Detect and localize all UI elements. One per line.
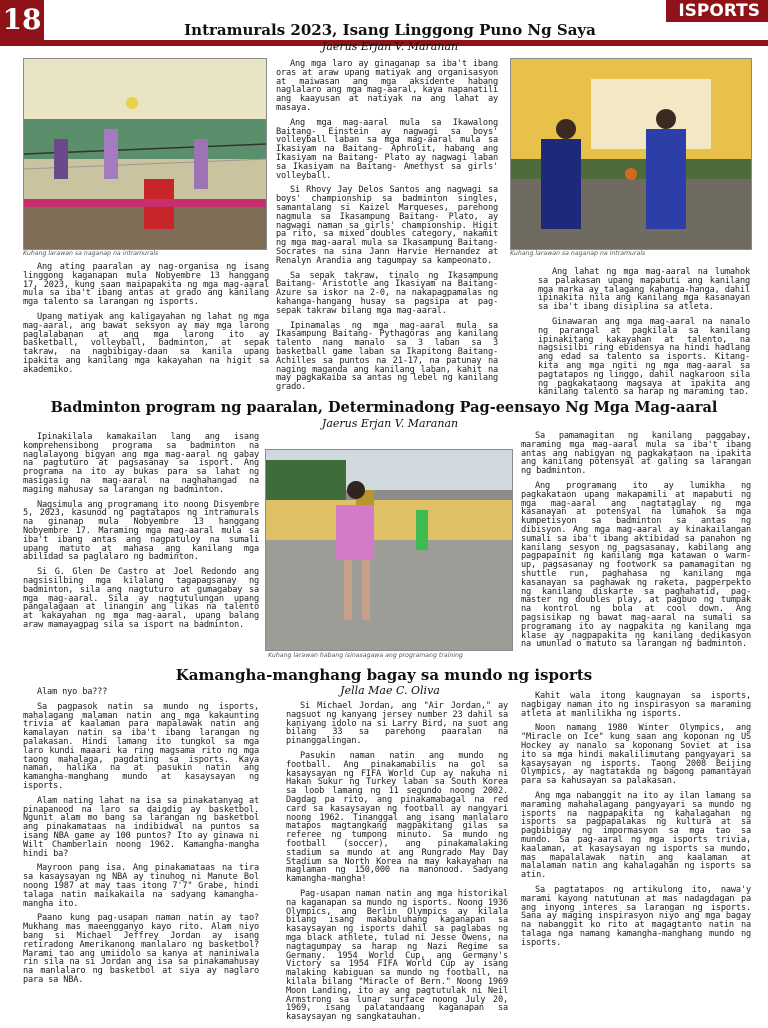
article1-photo-right-caption: Kuhang larawan sa naganap na intramurals xyxy=(510,250,646,257)
article3-column3 xyxy=(521,692,751,954)
paragraph: Ipinakilala kamakailan lang ang isang komprehensibong programa sa badminton na naglalayong bigyan ang mga mag-aaral ng gabay na pagtuturo at pagsasanay sa isport. Ang programa na ito ay bukas para sa lahat ng masigasig na mag-aaral na naghahangad na maging mahusay sa larangan ng badminton. xyxy=(23,432,259,495)
paragraph: Ang mga mag-aaral mula sa Ikawalong Baitang- Einstein ay nagwagi sa boys' volleyball laban sa mga mag-aaral mula sa Ikasiyam na Baitang- Aphrolit, habang ang Ikasiyam na Baitang- Plato ay nagwagi laban sa Ikasiyam na Baitang- Amethyst sa girls' volleyball. xyxy=(276,117,498,181)
paragraph: Si Michael Jordan, ang "Air Jordan," ay nagsuot ng kanyang jersey number 23 dahil sa kaniyang idolo na si Larry Bird, na suot ang bilang 33 sa parehong paaralan na pinanggalingan. xyxy=(286,701,508,747)
paragraph: Alam nyo ba??? xyxy=(37,687,108,697)
article1-photo-left-caption: Kuhang larawan sa naganap na intramurals xyxy=(23,250,159,257)
basketball-photo xyxy=(510,58,752,250)
article3-title: Kamangha-manghang bagay sa mundo ng isports xyxy=(175,666,593,684)
badminton-photo xyxy=(265,449,513,651)
paragraph: Alam nating lahat na isa sa pinakatanyag at pinapanood na laro sa daigdig ay basketbol. Ngunit alam mo bang sa larangan ng basketbol ang pinakamataas na indibidwal na puntos sa isang NBA game ay 100 puntos? Ito ay ginawa ni Wilt Chamberlain noong 1962. Kamangha-mangha hindi ba? xyxy=(23,795,259,859)
paragraph: Ang mga laro ay ginaganap sa iba't ibang oras at araw upang matiyak ang organisasyon at maiwasan ang mga aksidente habang naglalaro ang mga mag-aaral, kaya napanatili ang kaayusan at natiyak na ang lahat ay masaya. xyxy=(276,59,498,113)
article1-column2 xyxy=(276,60,498,398)
article2-byline: Jaerus Erjan V. Maranan xyxy=(321,417,459,430)
paragraph: Ang programang ito ay lumikha ng pagkakataon upang makapamili at mapabuti ng mga mag-aaral ang nagtataglay ng mga kasanayan at potensyal na lumahok sa mga kumpetisyon sa badminton sa antas ng dibisyon. Ang mga mag-aaral ay kinakailangan sumali sa iba't ibang aktibidad sa panahon ng kanilang sesyon ng pagsasanay, kabilang ang pagpapainit ng kanilang mga katawan o warm-up, pagsasanay ng footwork sa pamamagitan ng shuttle run, paghahasa ng kanilang mga kasanayan sa paghawak ng raketa, pagperpekto ng kanilang diskarte sa paghahatid, pag-master ng doubles play, at pagbuo ng tumpak na kontrol ng bola at cool down. Ang pagsisikap ng bawat mag-aaral na sumali sa programang ito ay nagpakita ng kanilang mga klase ay nagpapakita ng kanilang dedikasyon na umunlad o matuto sa larangan ng badminton. xyxy=(521,480,751,650)
article1-title: Intramurals 2023, Isang Linggong Puno Ng Saya xyxy=(184,21,596,39)
paragraph: Si G. Glen De Castro at Joel Redondo ang nagsisilbing mga kilalang tagapagsanay ng badminton, sila ang nagtuturo at gumagabay sa mga mag-aaral. Sila ay nagtutulungan upang pangalagaan at linangin ang likas na talento at kakayahan ng mga mag-aaral, upang balang araw mamayagpag sila sa isport na badminton. xyxy=(23,567,259,630)
paragraph: Ginawaran ang mga mag-aaral na nanalo ng parangal at pagkilala sa kanilang ipinakitang kakayahan at talento, na nagsisilbi ring ebidensya na hindi hadlang ang edad sa talento sa isports. Kitang-kita ang mga ngiti ng mga mag-aaral sa pagtatapos ng linggo, dahil nagkaroon sila ng pagkakataong magsaya at ipakita ang kanilang talento sa harap ng maraming tao. xyxy=(538,316,750,398)
paragraph: Upang matiyak ang kaligayahan ng lahat ng mga mag-aaral, ang bawat seksyon ay may mga larong paglalabanan at ang mga larong ito ay basketball, volleyball, badminton, at sepak takraw, na nagbibigay-daan sa kanila upang ipakita ang kanilang mga kakayahan na higit sa akademiko. xyxy=(23,311,269,375)
paragraph: Nagsimula ang programang ito noong Disyembre 5, 2023, kasunod ng pagtatapos ng intramurals na ginanap mula Nobyembre 13 hanggang Nobyembre 17. Maraming mga mag-aaral mula sa iba't ibang antas ang nagpatuloy na sumali upang matuto at mahasa ang kanilang mga abilidad sa paglalaro ng badminton. xyxy=(23,499,259,563)
article1-byline: Jaerus Erjan V. Maranan xyxy=(321,40,459,53)
paragraph: Sa pagtatapos ng artikulong ito, nawa'y marami kayong natutunan at mas nadagdagan pa ang inyong interes sa larangan ng isports. Sana ay maging inspirasyon niyo ang mga bagay na nabanggit ko rito at magagtanto natin na talaga nga namang kamangha-manghang mundo ng isports. xyxy=(521,884,751,948)
page-number: 18 xyxy=(0,0,44,40)
section-label: ISPORTS xyxy=(666,0,768,22)
paragraph: Sa pagpasok natin sa mundo ng isports, mahalagang malaman natin ang mga kakaunting trivia at kaalaman para mapalawak natin ang kamalayan natin sa iba't ibang larangan ng palakasan. Hindi lamang ito tungkol sa mga laro kundi maaari ka ring magsama rito ng mga taong mahalaga, pagdating sa isports. Kaya naman, halika na at pasukin natin ang kamangha-manghang mundo at kasaysayan ng isports. xyxy=(23,701,259,791)
article1-column1 xyxy=(23,263,269,381)
paragraph: Sa sepak takraw, tinalo ng Ikasampung Baitang- Aristotle ang Ikasiyam na Baitang-Azure sa iskor na 2-0, na nakapagpamalas ng kahanga-hangang husay sa pagsipa at pag-sepak takraw bilang mga mag-aaral. xyxy=(276,270,498,316)
article2-photo-caption: Kuhang larawan habang isinasagawa ang programang training xyxy=(268,652,463,659)
paragraph: Kahit wala itong kaugnayan sa isports, nagbigay naman ito ng inspirasyon sa maraming atleta at manlilikha ng isports. xyxy=(521,691,751,719)
paragraph: Noon namang 1980 Winter Olympics, ang "Miracle on Ice" kung saan ang koponan ng US Hockey ay nanalo sa koponang Soviet at isa ito sa mga hindi makalilimutang pangyayari sa kasaysayan ng isports. Taong 2008 Beijing Olympics, ay nagtatakda ng bagong pamantayan para sa kahusayan sa palakasan. xyxy=(521,723,751,787)
paragraph: Ang mga nabanggit na ito ay ilan lamang sa maraming mahahalagang pangyayari sa mundo ng isports na nagpapakita ng kahalagahan ng isports sa pagpapalakas ng kultura at sa pagbibigay ng impormasyon sa mga tao sa mundo. Sa pag-aaral ng mga isports trivia, kaalaman, at kasaysayan ng isports sa mundo, mas mapalalawak natin ang kaalaman at malalaman natin ang kahalagahan ng isports sa atin. xyxy=(521,790,751,881)
article3-column2 xyxy=(286,702,508,1028)
paragraph: Ang ating paaralan ay nag-organisa ng isang linggong kaganapan mula Nobyembre 13 hanggang 17, 2023, kung saan maipapakita ng mga mag-aaral mula sa iba't ibang antas at grado ang kanilang mga talento sa larangan ng isports. xyxy=(23,262,269,308)
paragraph: Mayroon pang isa. Ang pinakamataas na tira sa kasaysayan ng NBA ay tinuhog ni Manute Bol noong 1987 at may taas itong 7'7" Grabe, hindi talaga natin maikakaila na sadyang kamangha-mangha ito. xyxy=(23,863,259,909)
paragraph: Ipinamalas ng mga mag-aaral mula sa Ikasampung Baitang- Pythagoras ang kanilang talento nang manalo sa 3 laban sa 3 basketball game laban sa Ikapitong Baitang- Achilles sa puntos na 21-17, na patunay na naging maganda ang kanilang laban, kahit na may pagkakaiba sa antas ng lebel ng kanilang grado. xyxy=(276,320,498,393)
article2-column1 xyxy=(23,433,259,636)
paragraph: Pasukin naman natin ang mundo ng football. Ang pinakamabilis na gol sa kasaysayan ng FIFA World Cup ay nakuha ni Hakan Sukur ng Turkey laban sa South Korea sa loob lamang ng 11 segundo noong 2002. Dagdag pa rito, ang pinakamabagal na red card sa kasaysayan ng football ay nangyari noong 1962. Tinanggal ang isang manlalaro matapos magtangkang magpakitang gilas sa referee ng tumpong minuto. Sa mundo ng football (soccer), ang pinakamalaking stadium sa mundo at ang Rungrado May Day Stadium sa North Korea na may kakayahan na maglaman ng 150,000 na manonood. Sadyang kamangha-mangha! xyxy=(286,750,508,885)
paragraph: Sa pamamagitan ng kanilang paggabay, maraming mga mag-aaral mula sa iba't ibang antas ang nabigyan ng pagkakataon na ipakita ang kanilang potensyal at galing sa larangan ng badminton. xyxy=(521,431,751,477)
paragraph: Pag-usapan naman natin ang mga historikal na kaganapan sa mundo ng isports. Noong 1936 Olympics, ang Berlin Olympics ay kilala bilang isang makabuluhang kaganapan sa kasaysayan ng isports dahil sa paglabas ng mga black athlete, tulad ni Jesse Owens, na nagtagumpay sa harap ng Nazi Regime sa Germany. 1954 World Cup, ang Germany's Victory sa 1954 FIFA World Cup ay isang malaking kabiguan sa mundo ng football, na kilala bilang "Miracle of Bern." Noong 1969 Moon Landing, ito ay ang pagtutulak ni Neil Armstrong sa lunar surface noong July 20, 1969, isang palatandaang kaganapan sa kasaysayan ng sangkatauhan. xyxy=(286,888,508,1023)
volleyball-photo xyxy=(23,58,267,250)
paragraph: Ang lahat ng mga mag-aaral na lumahok sa palakasan upang mapabuti ang kanilang mga marka ay talagang kahanga-hanga, dahil ipinakita nila ang kanilang mga kasanayan sa iba't ibang disiplina sa atleta. xyxy=(538,267,750,313)
article3-byline: Jella Mae C. Oliva xyxy=(340,684,440,697)
paragraph: Paano kung pag-usapan naman natin ay tao? Mukhang mas maeengganyo kayo rito. Alam niyo bang si Michael Jeffrey Jordan ay isang retiradong Amerikanong manlalaro ng basketbol? Marami tao ang umiidolo sa kanya at naniniwala rin sila na si Jordan ang isa sa pinakamahusay na manlalaro ng basketbol at siya ay naglaro para sa NBA. xyxy=(23,913,259,985)
article2-title: Badminton program ng paaralan, Determinadong Pag-eensayo Ng Mga Mag-aaral xyxy=(50,399,718,416)
article3-column1 xyxy=(23,688,259,991)
article2-column2 xyxy=(521,432,751,655)
article1-column3 xyxy=(538,268,750,403)
paragraph: Si Rhovy Jay Delos Santos ang nagwagi sa boys' championship sa badminton singles, samantalang si Kaizel Marqueses, parehong nagmula sa Ikasampung Baitang- Plato, ay nagwagi naman sa girls' championship. Higit pa rito, sa mixed doubles category, nakamit ng mga mag-aaral mula sa Ikasampung Baitang- Socrates na sina Jann Harvie Hernandez at Renalyn Arandia ang tagumpay sa kampeonato. xyxy=(276,185,498,266)
